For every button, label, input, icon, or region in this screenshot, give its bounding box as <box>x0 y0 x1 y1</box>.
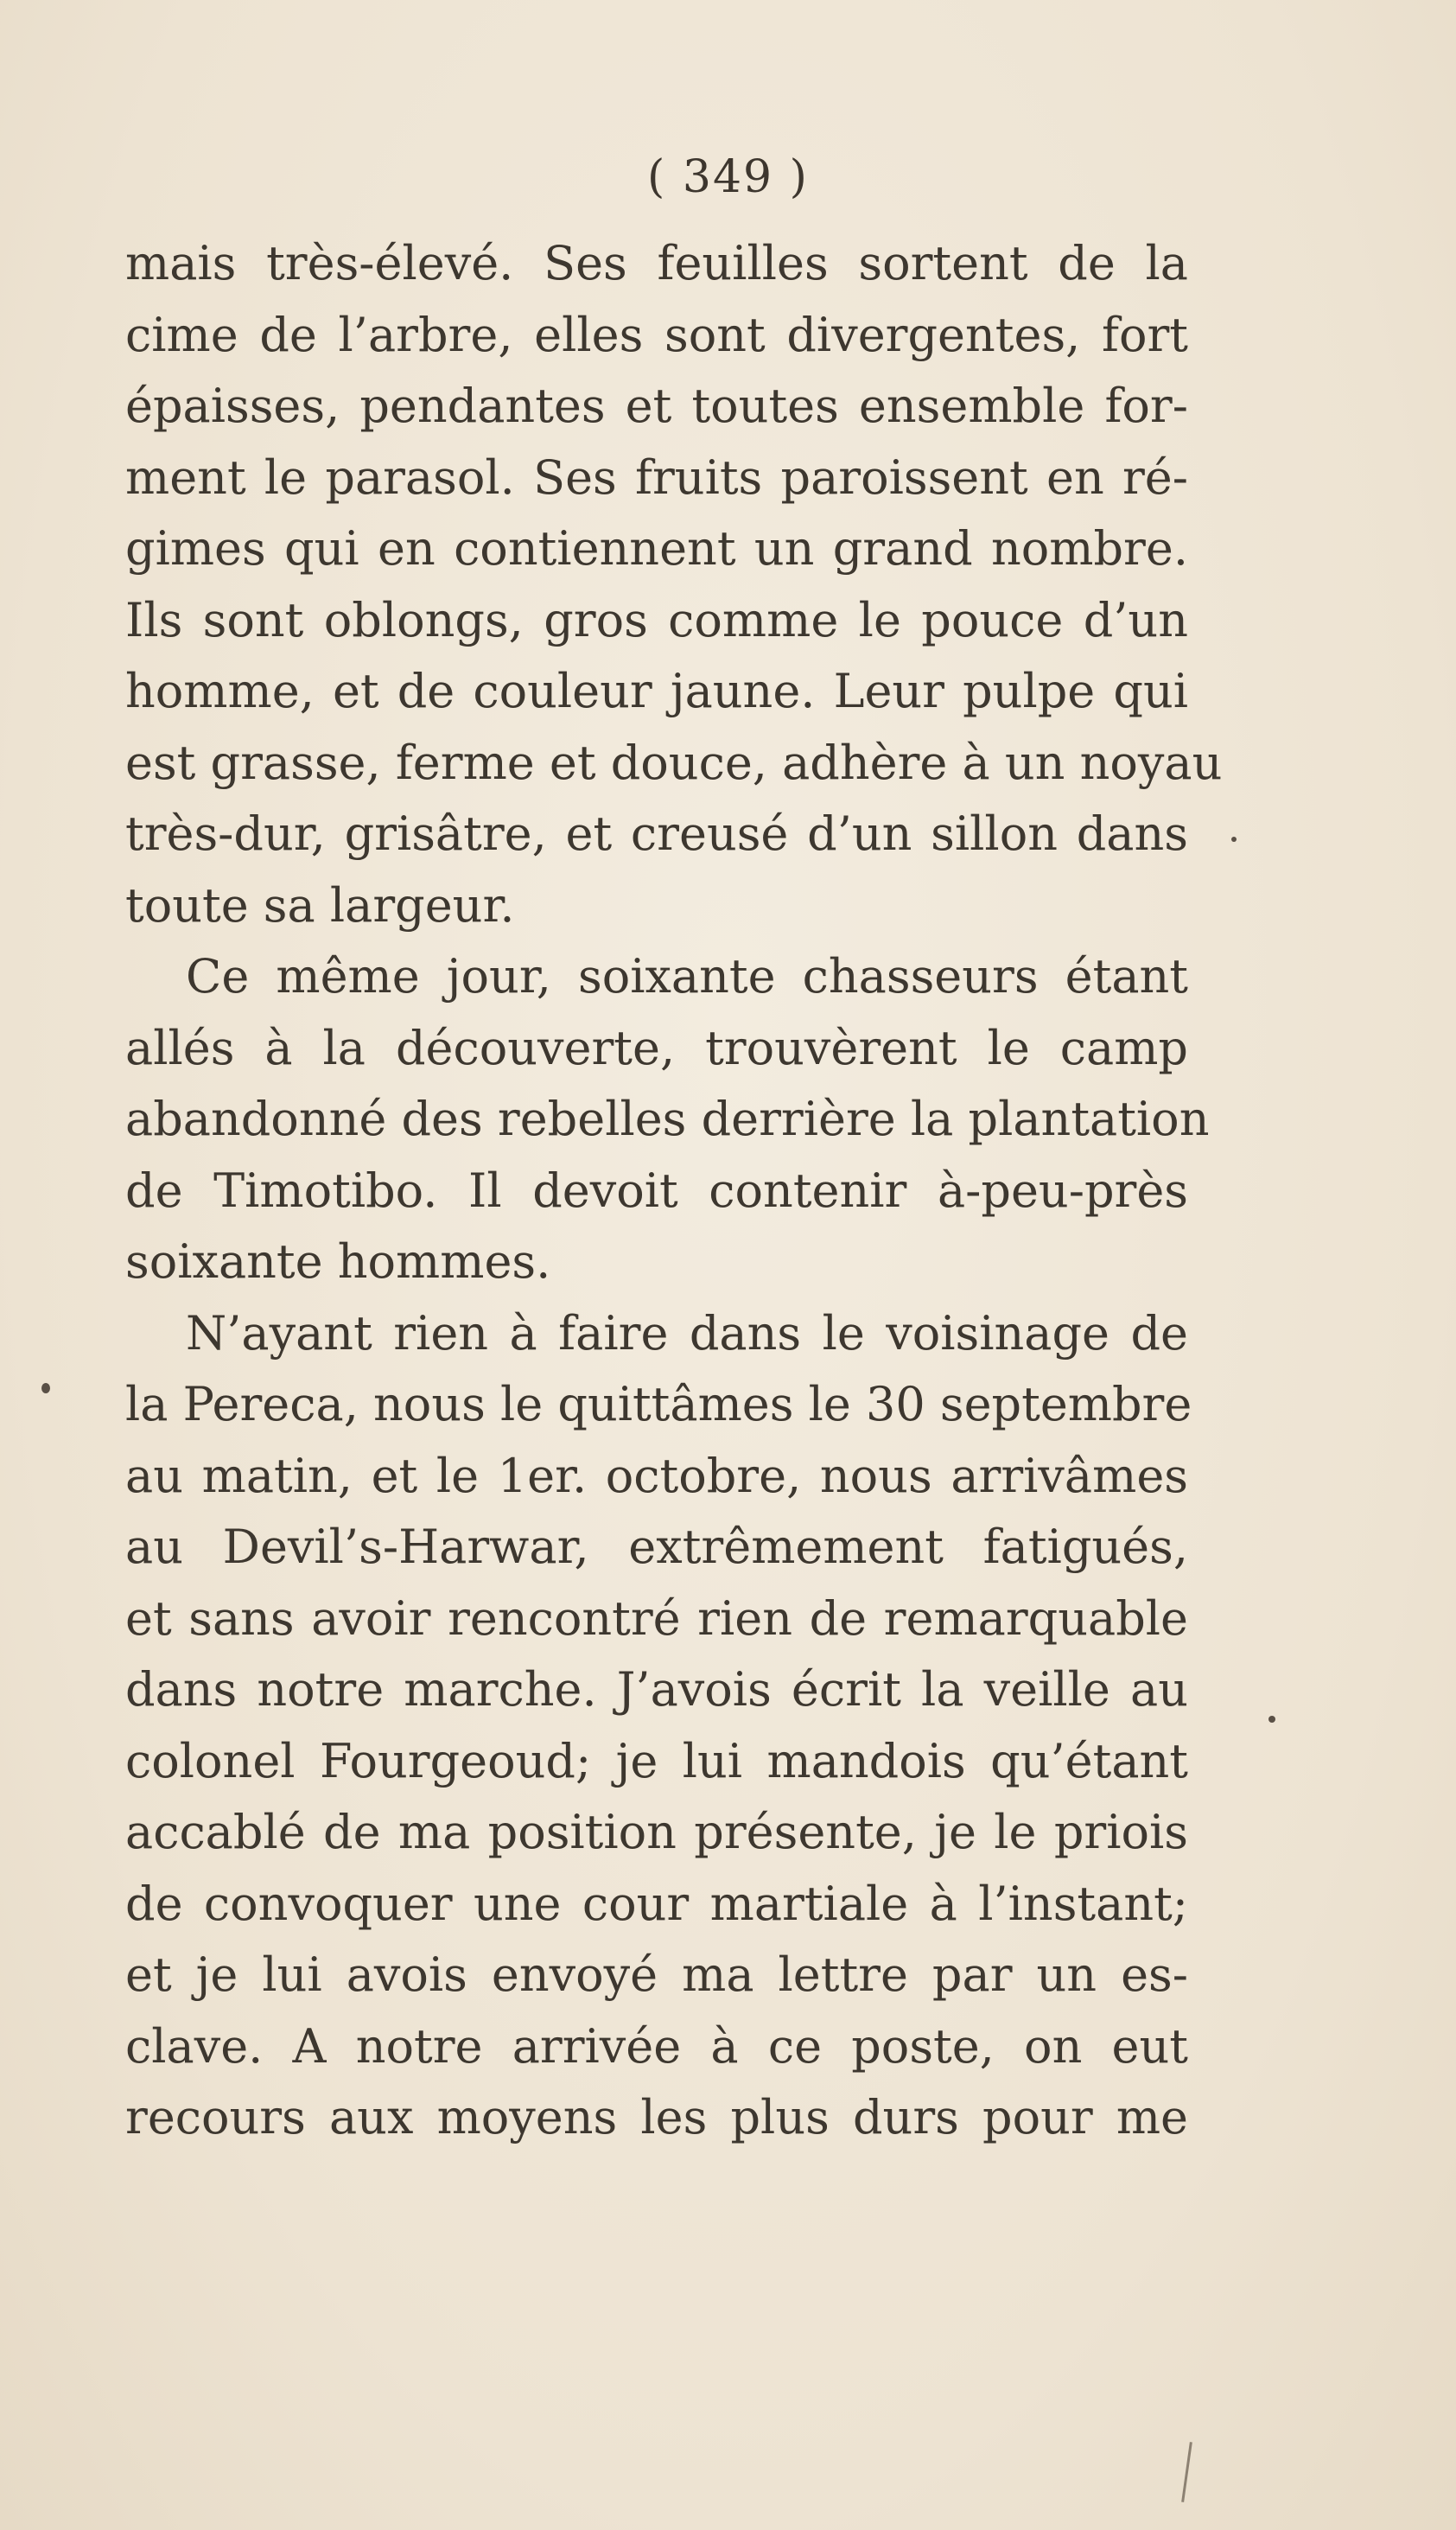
text-line: toute sa largeur. <box>125 877 515 933</box>
text-line: N’ayant rien à faire dans le voisinage de <box>186 1305 1188 1361</box>
text-line: est grasse, ferme et douce, adhère à un noyau <box>125 735 1223 790</box>
ink-speck <box>1231 837 1237 842</box>
text-line: abandonné des rebelles derrière la plantation <box>125 1092 1210 1146</box>
text-line: cime de l’arbre, elles sont divergentes, fort <box>125 307 1188 362</box>
pencil-stroke <box>1181 2442 1192 2502</box>
text-line: Ce même jour, soixante chasseurs étant <box>186 949 1188 1004</box>
text-line: accablé de ma position présente, je le priois <box>125 1805 1188 1859</box>
text-line: au matin, et le 1er. octobre, nous arrivâmes <box>125 1448 1188 1503</box>
text-line: allés à la découverte, trouvèrent le camp <box>125 1020 1188 1075</box>
text-line: gimes qui en contiennent un grand nombre. <box>125 521 1188 576</box>
text-line: épaisses, pendantes et toutes ensemble for- <box>125 379 1188 433</box>
text-line: ment le parasol. Ses fruits paroissent en ré- <box>125 449 1188 505</box>
text-line: très-dur, grisâtre, et creusé d’un sillon dans <box>125 806 1188 861</box>
body-text <box>125 228 1223 2154</box>
text-line: colonel Fourgeoud; je lui mandois qu’étant <box>125 1733 1188 1788</box>
page-number: ( 349 ) <box>647 151 809 203</box>
text-line: de convoquer une cour martiale à l’instant; <box>125 1876 1188 1931</box>
ink-speck <box>1268 1716 1275 1723</box>
text-line: la Pereca, nous le quittâmes le 30 septembre <box>125 1377 1192 1431</box>
text-line: et je lui avois envoyé ma lettre par un es- <box>125 1947 1188 2002</box>
text-line: homme, et de couleur jaune. Leur pulpe qui <box>125 664 1188 718</box>
text-line: clave. A notre arrivée à ce poste, on eut <box>125 2018 1188 2074</box>
text-line: mais très-élevé. Ses feuilles sortent de la <box>125 236 1188 290</box>
text-line: recours aux moyens les plus durs pour me <box>125 2090 1188 2144</box>
text-line: Ils sont oblongs, gros comme le pouce d’un <box>125 592 1188 647</box>
text-line: dans notre marche. J’avois écrit la veille au <box>125 1662 1188 1717</box>
text-line: et sans avoir rencontré rien de remarquable <box>125 1590 1188 1646</box>
text-line: de Timotibo. Il devoit contenir à-peu-près <box>125 1163 1188 1218</box>
text-line: soixante hommes. <box>125 1234 551 1289</box>
ink-speck <box>41 1383 50 1393</box>
text-line: au Devil’s-Harwar, extrêmement fatigués, <box>125 1520 1188 1574</box>
